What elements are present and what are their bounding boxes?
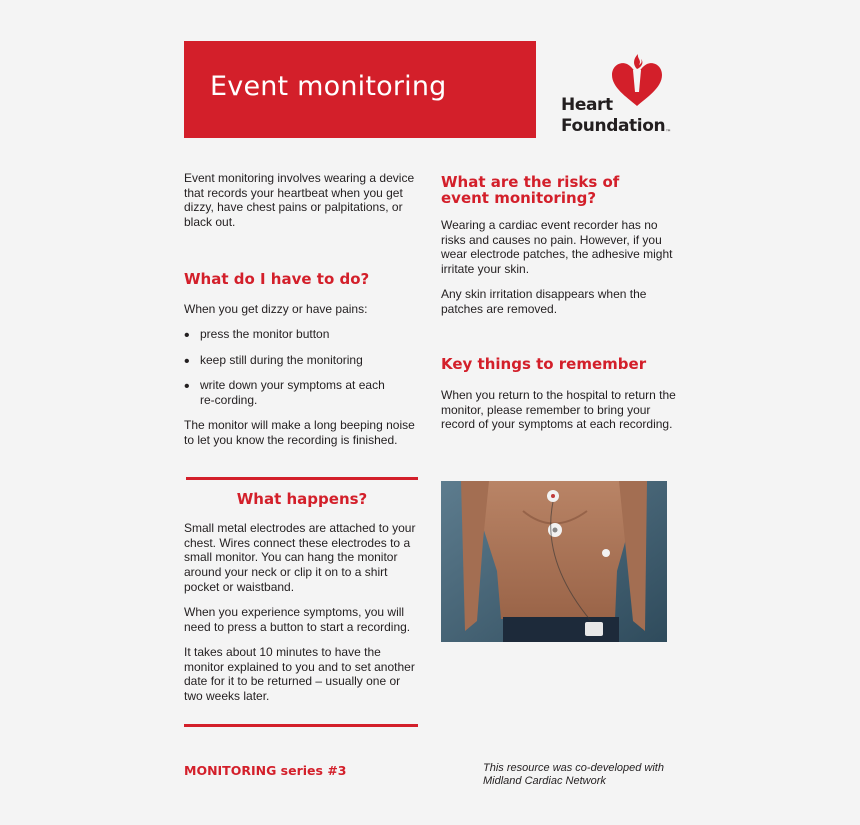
section-heading-what-happens: What happens? — [236, 490, 368, 508]
credit-note: This resource was co-developed with Midland Cardiac Network — [483, 762, 664, 787]
what-happens-paragraph-1: Small metal electrodes are attached to your chest. Wires connect these electrodes to a small monitor. You can hang the monitor around your neck or clip it on to a shirt pocket or waistband. — [184, 521, 416, 594]
logo-word-foundation: Foundation™ — [561, 116, 671, 136]
logo-word-heart: Heart — [561, 95, 613, 115]
what-to-do-lead: When you get dizzy or have pains: — [184, 302, 368, 316]
what-to-do-closing: The monitor will make a long beeping noise to let you know the recording is finished. — [184, 418, 415, 447]
patient-chest-photo — [441, 481, 667, 642]
title-banner — [184, 41, 536, 138]
risks-paragraph-1: Wearing a cardiac event recorder has no risks and causes no pain. However, if you wear electrode patches, the adhesive might irritate your skin. — [441, 218, 673, 277]
risks-paragraph-2: Any skin irritation disappears when the patches are removed. — [441, 287, 647, 316]
key-things-paragraph: When you return to the hospital to return the monitor, please remember to bring your record of your symptoms at each recording. — [441, 388, 676, 432]
intro-paragraph: Event monitoring involves wearing a device that records your heartbeat when you get dizzy, have chest pains or palpitations, or black out. — [184, 171, 415, 230]
series-label: MONITORING series #3 — [184, 763, 347, 778]
section-heading-key-things: Key things to remember — [441, 355, 647, 373]
what-happens-paragraph-3: It takes about 10 minutes to have the monitor explained to you and to set another date for it to be returned – usually one or two weeks later. — [184, 645, 415, 704]
divider-bottom — [184, 724, 418, 727]
section-heading-what-to-do: What do I have to do? — [184, 270, 370, 288]
section-heading-risks: What are the risks of event monitoring? — [441, 173, 620, 207]
page-title: Event monitoring — [210, 71, 447, 102]
what-happens-paragraph-2: When you experience symptoms, you will need to press a button to start a recording. — [184, 605, 411, 634]
heart-foundation-logo — [558, 48, 688, 140]
divider-top — [186, 477, 418, 480]
bullet-list: • press the monitor button • keep still during the monitoring • write down your symptoms at each re-cording. — [184, 327, 385, 407]
